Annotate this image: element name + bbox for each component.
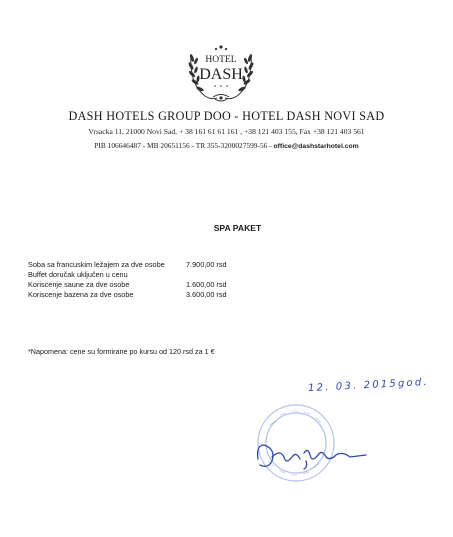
item-name: Koriscenje bazena za dve osobe (28, 290, 134, 299)
company-address: Vrsacka 11, 21000 Novi Sad, + 38 161 61 61 161 , +38 121 403 155, Fax +38 121 403 561 (88, 127, 365, 136)
price-list-item (28, 290, 288, 300)
logo-line1: HOTEL (205, 55, 237, 65)
hotel-logo (175, 42, 267, 106)
price-list (28, 260, 288, 300)
price-list-item (28, 260, 288, 270)
price-list-item (28, 270, 288, 280)
item-name: Buffet doručak uključen u cenu (28, 270, 128, 279)
stamp-seal-icon (246, 395, 372, 495)
item-price: 7.900,00 rsd (186, 260, 227, 269)
document-title: SPA PAKET (213, 223, 262, 233)
item-price: 1.600,00 rsd (186, 280, 227, 289)
laurel-wreath-icon (175, 42, 267, 106)
email-link[interactable]: office@dashstarhotel.com (273, 143, 359, 150)
price-list-item (28, 280, 288, 290)
logo-line2: DASH (199, 66, 243, 83)
item-name: Koriscenje saune za dve osobe (28, 280, 130, 289)
company-registry (0, 141, 453, 150)
price-note: *Napomena: cene su formirane po kursu od 120 rsd za 1 € (28, 347, 215, 356)
item-price: 3.600,00 rsd (186, 290, 227, 299)
official-stamp (246, 395, 372, 495)
registry-numbers: PIB 106646487 - MB 20651156 - TR 355-3200027599-56 - (94, 141, 274, 150)
company-name: DASH HOTELS GROUP DOO - HOTEL DASH NOVI SAD (68, 109, 385, 123)
handwritten-date: 12. 03. 2015god. (307, 376, 430, 395)
item-name: Soba sa francuskim ležajem za dve osobe (28, 260, 165, 269)
